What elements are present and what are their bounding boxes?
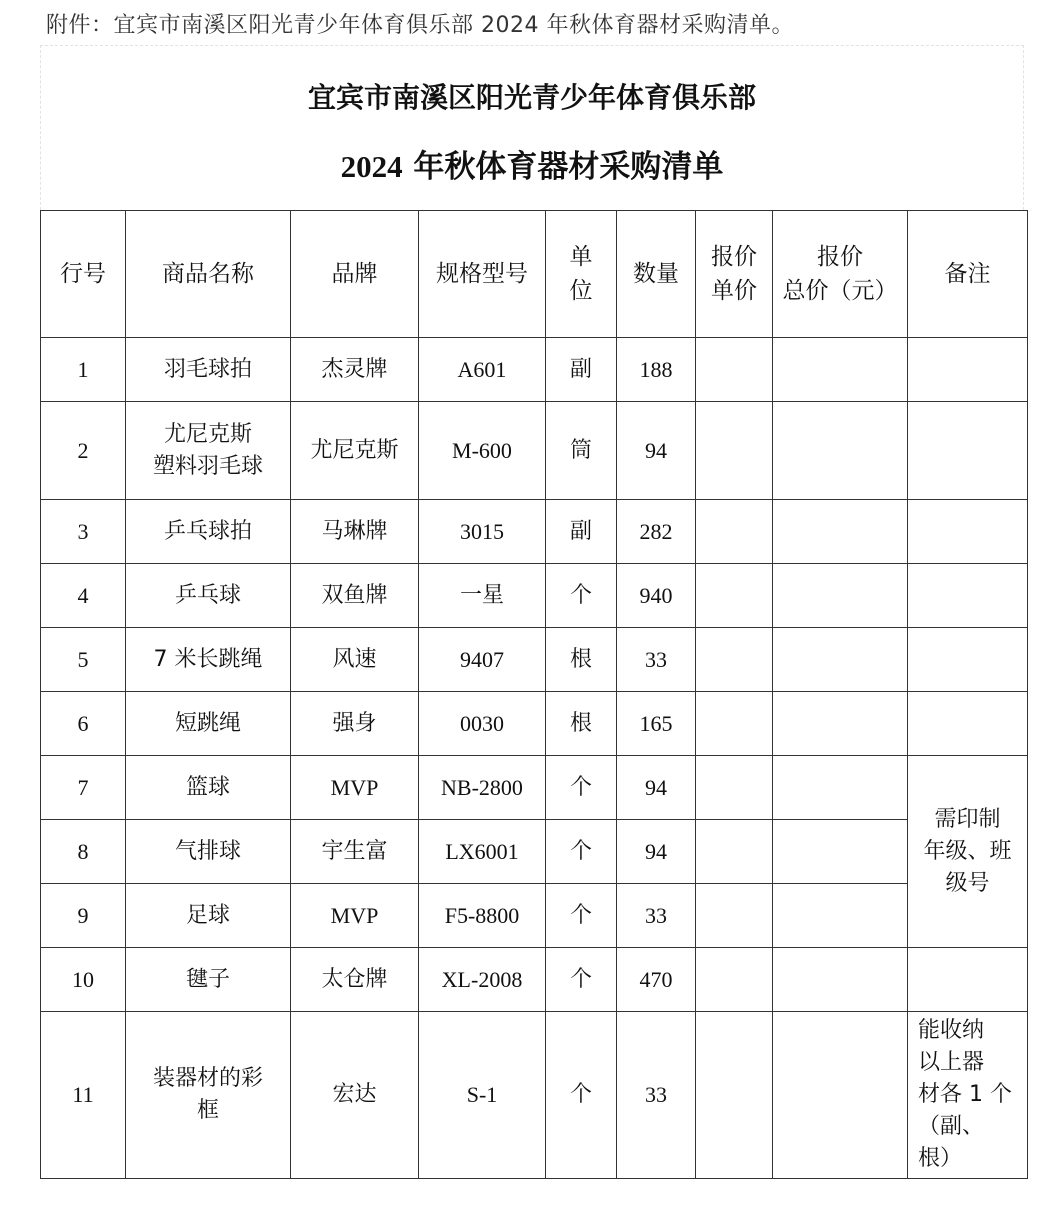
cell-unit: 筒 — [546, 402, 617, 500]
remark-line: 需印制 — [934, 806, 1001, 832]
cell-unit: 副 — [546, 338, 617, 402]
cell-unit-price[interactable] — [696, 948, 773, 1012]
remark-line: 能收纳 — [918, 1018, 985, 1043]
cell-spec: 3015 — [419, 500, 546, 564]
cell-unit-price[interactable] — [696, 564, 773, 628]
cell-brand: MVP — [291, 884, 419, 948]
table-row — [41, 692, 1028, 756]
cell-unit: 个 — [546, 884, 617, 948]
cell-row-no: 4 — [41, 564, 126, 628]
header-unit — [546, 211, 617, 338]
cell-spec: F5-8800 — [419, 884, 546, 948]
cell-brand: 风速 — [291, 628, 419, 692]
cell-total-price[interactable] — [773, 1012, 908, 1179]
cell-brand: 双鱼牌 — [291, 564, 419, 628]
cell-name-l2: 塑料羽毛球 — [152, 453, 263, 479]
cell-total-price[interactable] — [773, 402, 908, 500]
table-row — [41, 1012, 1028, 1179]
cell-brand: 强身 — [291, 692, 419, 756]
cell-brand: 宏达 — [291, 1012, 419, 1179]
cell-name: 乒乓球拍 — [126, 500, 291, 564]
cell-row-no: 11 — [41, 1012, 126, 1179]
cell-name-l2: 框 — [196, 1098, 219, 1123]
header-unit-price-l2: 单价 — [711, 278, 757, 304]
remark-line: 级号 — [945, 870, 990, 896]
cell-total-price[interactable] — [773, 338, 908, 402]
cell-unit-price[interactable] — [696, 692, 773, 756]
cell-qty: 33 — [617, 884, 696, 948]
header-unit-l2: 位 — [569, 278, 593, 304]
cell-spec: 0030 — [419, 692, 546, 756]
cell-unit: 个 — [546, 756, 617, 820]
cell-brand: 杰灵牌 — [291, 338, 419, 402]
cell-spec: 9407 — [419, 628, 546, 692]
list-title-year: 2024 — [340, 149, 403, 184]
cell-spec: NB-2800 — [419, 756, 546, 820]
table-row — [41, 500, 1028, 564]
cell-row-no: 10 — [41, 948, 126, 1012]
header-total-price — [773, 211, 908, 338]
cell-unit-price[interactable] — [696, 1012, 773, 1179]
cell-remark — [908, 338, 1028, 402]
cell-name: 气排球 — [126, 820, 291, 884]
cell-unit: 个 — [546, 820, 617, 884]
cell-row-no: 3 — [41, 500, 126, 564]
cell-unit: 个 — [546, 564, 617, 628]
table-row — [41, 402, 1028, 500]
cell-qty: 165 — [617, 692, 696, 756]
cell-unit-price[interactable] — [696, 820, 773, 884]
cell-total-price[interactable] — [773, 500, 908, 564]
cell-unit-price[interactable] — [696, 628, 773, 692]
header-unit-price — [696, 211, 773, 338]
cell-unit-price[interactable] — [696, 338, 773, 402]
list-title — [41, 141, 1023, 186]
cell-name: 羽毛球拍 — [126, 338, 291, 402]
table-row — [41, 884, 1028, 948]
cell-remark-storage — [908, 1012, 1028, 1179]
header-total-l2: 总价（元） — [782, 278, 898, 304]
table-row — [41, 628, 1028, 692]
remark-line: 年级、班 — [923, 838, 1012, 864]
cell-row-no: 7 — [41, 756, 126, 820]
cell-name — [126, 1012, 291, 1179]
cell-unit: 个 — [546, 1012, 617, 1179]
cell-total-price[interactable] — [773, 756, 908, 820]
cell-unit: 副 — [546, 500, 617, 564]
cell-remark — [908, 628, 1028, 692]
cell-total-price[interactable] — [773, 628, 908, 692]
cell-brand: 太仓牌 — [291, 948, 419, 1012]
cell-row-no: 8 — [41, 820, 126, 884]
cell-name: 短跳绳 — [126, 692, 291, 756]
cell-brand: 尤尼克斯 — [291, 402, 419, 500]
cell-spec: S-1 — [419, 1012, 546, 1179]
cell-remark-print-class — [908, 756, 1028, 948]
cell-unit: 根 — [546, 628, 617, 692]
cell-total-price[interactable] — [773, 884, 908, 948]
cell-name: 篮球 — [126, 756, 291, 820]
cell-row-no: 2 — [41, 402, 126, 500]
cell-total-price[interactable] — [773, 820, 908, 884]
cell-row-no: 1 — [41, 338, 126, 402]
cell-row-no: 9 — [41, 884, 126, 948]
cell-unit-price[interactable] — [696, 884, 773, 948]
header-row-no: 行号 — [41, 211, 126, 338]
header-remark: 备注 — [908, 211, 1028, 338]
attachment-caption: 附件：宜宾市南溪区阳光青少年体育俱乐部 2024 年秋体育器材采购清单。 — [46, 13, 794, 38]
cell-spec: A601 — [419, 338, 546, 402]
cell-unit-price[interactable] — [696, 402, 773, 500]
cell-name — [126, 402, 291, 500]
cell-unit: 根 — [546, 692, 617, 756]
cell-name: 足球 — [126, 884, 291, 948]
club-title: 宜宾市南溪区阳光青少年体育俱乐部 — [307, 81, 756, 114]
cell-spec: 一星 — [419, 564, 546, 628]
cell-qty: 94 — [617, 820, 696, 884]
cell-qty: 188 — [617, 338, 696, 402]
header-spec: 规格型号 — [419, 211, 546, 338]
cell-qty: 33 — [617, 1012, 696, 1179]
header-unit-price-l1: 报价 — [711, 244, 757, 270]
cell-name-l1: 尤尼克斯 — [163, 421, 252, 447]
cell-spec: M-600 — [419, 402, 546, 500]
table-row — [41, 756, 1028, 820]
table-row — [41, 338, 1028, 402]
table-row — [41, 948, 1028, 1012]
cell-total-price[interactable] — [773, 692, 908, 756]
cell-name: 7 米长跳绳 — [126, 628, 291, 692]
cell-row-no: 5 — [41, 628, 126, 692]
remark-line: 根） — [918, 1146, 963, 1171]
table-row — [41, 820, 1028, 884]
cell-qty: 470 — [617, 948, 696, 1012]
cell-name-l1: 装器材的彩 — [152, 1066, 263, 1091]
procurement-table — [40, 210, 1028, 1179]
header-total-l1: 报价 — [817, 244, 863, 270]
header-qty: 数量 — [617, 211, 696, 338]
cell-row-no: 6 — [41, 692, 126, 756]
cell-brand: MVP — [291, 756, 419, 820]
remark-line: （副、 — [918, 1114, 985, 1139]
cell-name: 毽子 — [126, 948, 291, 1012]
cell-qty: 94 — [617, 402, 696, 500]
title-block — [40, 45, 1024, 210]
remark-line: 材各 1 个 — [918, 1082, 1012, 1107]
cell-brand: 宇生富 — [291, 820, 419, 884]
cell-qty: 282 — [617, 500, 696, 564]
cell-name: 乒乓球 — [126, 564, 291, 628]
table-row — [41, 564, 1028, 628]
cell-unit-price[interactable] — [696, 756, 773, 820]
cell-remark — [908, 948, 1028, 1012]
cell-unit-price[interactable] — [696, 500, 773, 564]
cell-total-price[interactable] — [773, 948, 908, 1012]
cell-spec: XL-2008 — [419, 948, 546, 1012]
cell-remark — [908, 692, 1028, 756]
cell-brand: 马琳牌 — [291, 500, 419, 564]
cell-unit: 个 — [546, 948, 617, 1012]
list-title-text: 年秋体育器材采购清单 — [402, 149, 724, 185]
header-name: 商品名称 — [126, 211, 291, 338]
cell-qty: 940 — [617, 564, 696, 628]
cell-spec: LX6001 — [419, 820, 546, 884]
cell-remark — [908, 402, 1028, 500]
header-brand: 品牌 — [291, 211, 419, 338]
cell-qty: 33 — [617, 628, 696, 692]
remark-line: 以上器 — [918, 1050, 985, 1075]
cell-total-price[interactable] — [773, 564, 908, 628]
table-header-row — [41, 211, 1028, 338]
cell-remark — [908, 564, 1028, 628]
header-unit-l1: 单 — [569, 244, 593, 270]
cell-qty: 94 — [617, 756, 696, 820]
cell-remark — [908, 500, 1028, 564]
